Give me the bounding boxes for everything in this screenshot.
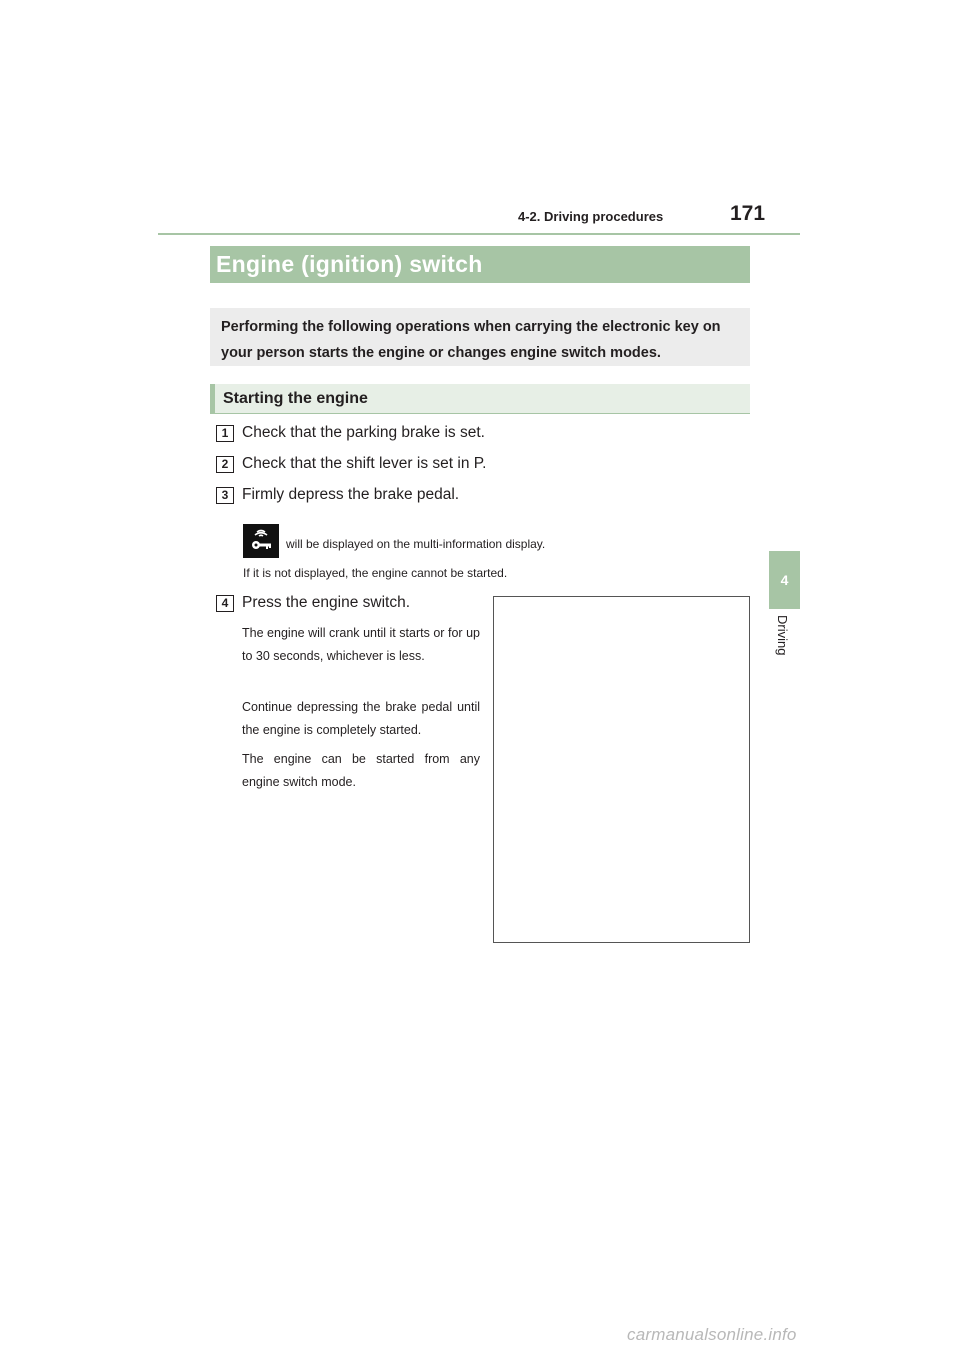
step-number-4: 4 (216, 595, 234, 612)
watermark: carmanualsonline.info (627, 1325, 797, 1344)
chapter-tab: 4 (769, 551, 800, 609)
step-text-4: Press the engine switch. (242, 594, 411, 611)
step-number-3: 3 (216, 487, 234, 504)
step-text-1: Check that the parking brake is set. (242, 424, 485, 441)
page-number: 171 (730, 202, 766, 225)
indicator-note: will be displayed on the multi-information display. (286, 537, 546, 551)
illustration-frame (493, 596, 750, 943)
section-label: 4-2. Driving procedures (518, 209, 664, 224)
title-bar (210, 246, 750, 283)
page-title: Engine (ignition) switch (216, 251, 483, 277)
step4-note-crank: The engine will crank until it starts or for up to 30 seconds, whichever is less. (242, 626, 480, 663)
intro-box: Performing the following operations when carrying the electronic key on your person starts the engine or changes engine switch modes. (210, 308, 750, 366)
subheading-title: Starting the engine (223, 390, 368, 407)
header-divider (158, 233, 800, 235)
key-wireless-indicator-icon (243, 524, 279, 558)
step4-note-mode: The engine can be started from any engine switch mode. (242, 752, 480, 789)
start-warning-note: If it is not displayed, the engine cannot be started. (243, 566, 508, 580)
step4-note-brake: Continue depressing the brake pedal until the engine is completely started. (242, 700, 480, 737)
step-text-2: Check that the shift lever is set in P. (242, 455, 487, 472)
step-number-2: 2 (216, 456, 234, 473)
step-text-3: Firmly depress the brake pedal. (242, 486, 460, 503)
subheading-bar (210, 384, 750, 414)
chapter-label: Driving (775, 615, 790, 656)
step-number-1: 1 (216, 425, 234, 442)
